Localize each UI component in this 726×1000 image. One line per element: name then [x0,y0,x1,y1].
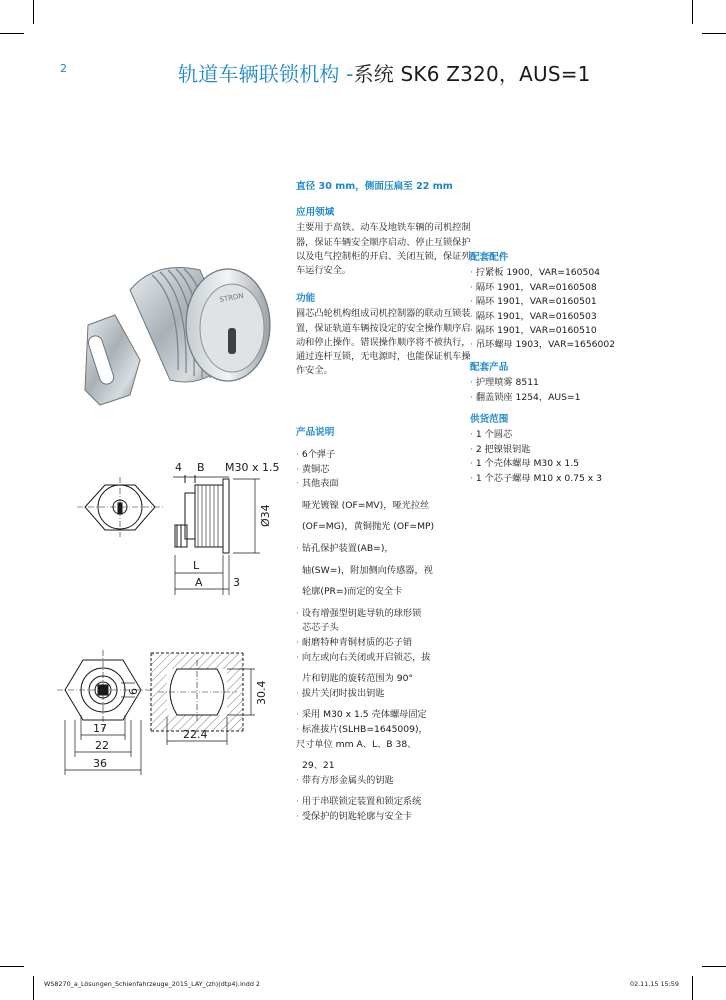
list-item: (OF=MG)，黄铜抛光 (OF=MP) [302,521,435,533]
description-heading: 产品说明 [296,427,335,438]
list-item: · 护理喷雾 8511 [470,377,539,389]
list-item: 尺寸单位 mm A、L、B 38、 [296,738,417,750]
list-item: · 吊环螺母 1903，VAR=1656002 [470,339,616,351]
crop-mark [0,33,24,34]
technical-drawing [55,455,295,795]
subtitle: 直径 30 mm，侧面压扁至 22 mm [296,181,453,192]
list-item: · 隔环 1901，VAR=0160503 [470,310,597,322]
dim-b: B [197,461,205,474]
crop-mark [33,976,34,1000]
intro-column [296,180,471,382]
list-item: · 拧紧板 1900，VAR=160504 [470,267,601,279]
list-item: · 隔环 1901，VAR=0160508 [470,281,597,293]
list-item: 29、21 [302,760,335,772]
footer-file-info: WS8270_a_Lösungen_Schienfahrzeuge_2015_LAY_(zh)(dtp4).indd 2 [44,980,260,988]
dim-d34: Ø34 [259,504,272,527]
function-heading: 功能 [296,293,316,305]
application-text: 主要用于高铁、动车及地铁车辆的司机控制器，保证车辆安全顺序启动、停止互锁保护以及电气控制柜的开启、关闭互锁，保证列车运行安全。 [296,222,471,277]
product-photo [60,230,280,430]
list-item: · 设有增强型钥匙导轨的球形锁 [296,607,422,619]
list-item: 芯芯子头 [302,622,339,634]
photo-brand-text: STRON [218,291,245,304]
list-item: · 标准拔片(SLHB=1645009)， [296,723,428,735]
list-item: · 采用 M30 x 1.5 壳体螺母固定 [296,709,427,721]
crop-mark [692,976,693,1000]
list-item: · 受保护的钥匙轮廓与安全卡 [296,810,413,822]
list-item: · 黄铜芯 [296,463,330,475]
dim-22: 22 [95,739,109,752]
crop-mark [692,0,693,24]
list-item: 哑光镀镍 (OF=MV)，哑光拉丝 [302,499,430,511]
list-item: · 隔环 1901，VAR=0160501 [470,296,597,308]
accessories-list [470,266,680,352]
accessories-heading: 配套配件 [470,252,509,263]
right-column [470,243,680,486]
dim-l: L [193,559,200,572]
crop-mark [33,0,34,24]
list-item: · 其他表面 [296,478,339,490]
title-part2: 系统 SK6 Z320，AUS=1 [353,62,591,86]
dim-6: 6 [127,688,140,695]
crop-mark [702,966,726,967]
dim-22-4: 22.4 [183,728,208,741]
dim-17: 17 [93,722,107,735]
application-heading: 应用领域 [296,207,335,219]
list-item: 轴(SW=)，附加侧向传感器，视 [302,564,433,576]
list-item: · 钻孔保护装置(AB=)， [296,542,394,554]
products-heading: 配套产品 [470,361,509,373]
dim-4: 4 [175,461,182,474]
page-title [178,58,591,87]
list-item: · 用于串联锁定装置和锁定系统 [296,796,422,808]
list-item: · 1 个壳体螺母 M30 x 1.5 [470,458,579,470]
page-number: 2 [60,62,67,75]
list-item: · 隔环 1901，VAR=0160510 [470,325,597,337]
list-item: · 翻盖锁座 1254，AUS=1 [470,391,581,403]
dim-thread: M30 x 1.5 [225,461,280,474]
list-item: · 向左或向右关闭或开启锁芯，拔 [296,651,431,663]
crop-mark [0,966,24,967]
list-item: · 1 个芯子螺母 M10 x 0.75 x 3 [470,472,602,484]
products-list [470,376,680,405]
description-list [296,448,471,824]
dim-36: 36 [93,757,107,770]
list-item: 片和钥匙的旋转范围为 90° [302,673,414,685]
list-item: · 1 个圆芯 [470,429,513,441]
title-part1: 轨道车辆联锁机构 - [178,62,354,86]
function-text: 圆芯凸轮机构组成司机控制器的联动互锁装置，保证轨道车辆按设定的安全操作顺序启动和停止操作。错误操作顺序将不被执行，通过连杆互锁，无电源时，也能保证机车操作安全。 [296,308,471,377]
footer-timestamp: 02.11.15 15:59 [630,980,679,988]
list-item: · 拔片关闭时拔出钥匙 [296,687,385,699]
crop-mark [702,33,726,34]
list-item: · 带有方形金属头的钥匙 [296,774,394,786]
dim-3: 3 [233,576,240,589]
delivery-heading: 供货范围 [470,414,509,426]
list-item: 轮廓(PR=)而定的安全卡 [302,586,403,598]
dim-a: A [195,576,203,589]
list-item: · 6个弹子 [296,449,336,460]
dim-30-4: 30.4 [255,680,268,705]
delivery-list [470,428,680,486]
list-item: · 2 把镍银钥匙 [470,443,531,455]
list-item: · 耐磨特种青铜材质的芯子销 [296,636,413,648]
